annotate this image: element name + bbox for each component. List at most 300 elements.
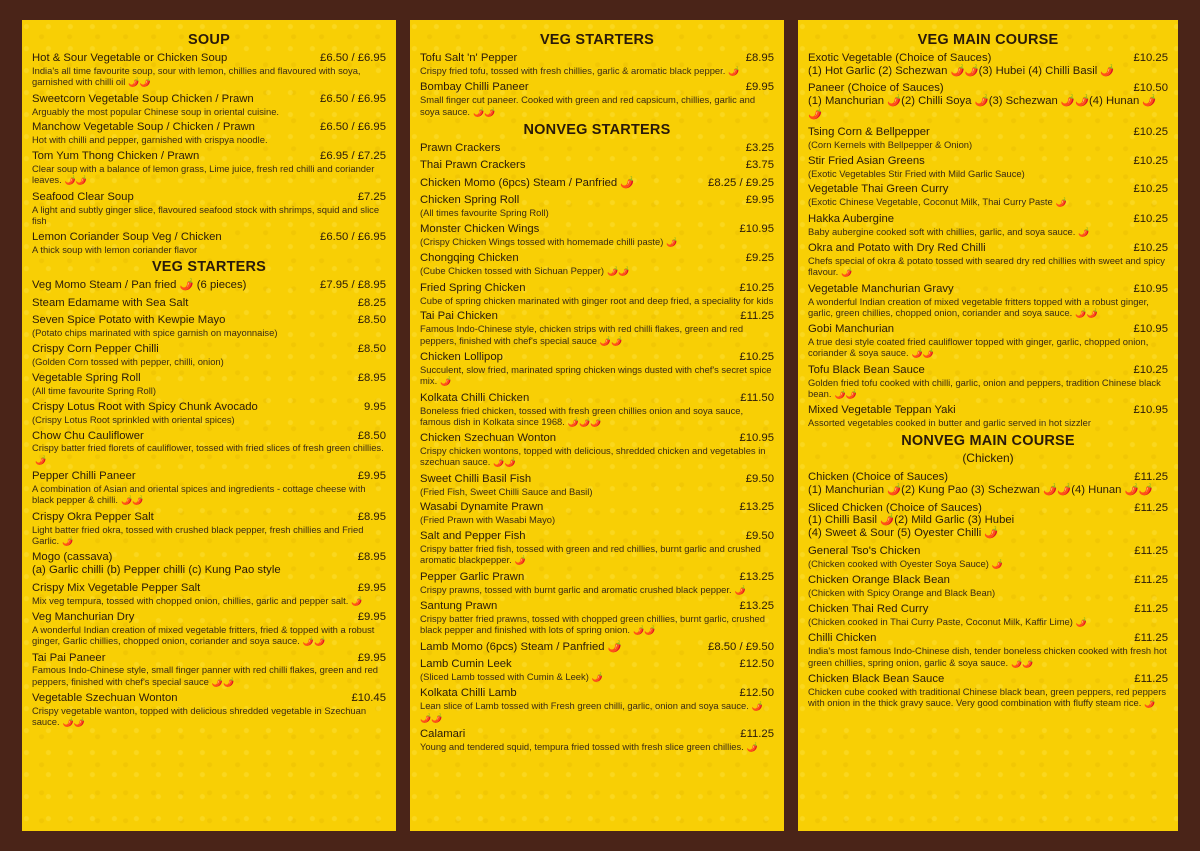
menu-item-name: Wasabi Dynamite Prawn: [420, 501, 544, 514]
menu-item-name: Crispy Okra Pepper Salt: [32, 510, 154, 523]
menu-item: [32, 652, 386, 688]
menu-item-price: £10.25: [739, 281, 774, 294]
menu-item-options: (1) Manchurian 🌶️(2) Kung Pao (3) Schezwan 🌶️🌶️(4) Hunan 🌶️🌶️: [808, 484, 1153, 497]
chilli-icon: 🌶️: [351, 595, 363, 606]
menu-item-description: [32, 595, 386, 607]
menu-item-description-text: (Chicken cooked with Oyester Soya Sauce): [808, 557, 989, 569]
menu-item-description: [420, 514, 774, 525]
menu-item-price: £11.25: [1134, 574, 1168, 587]
menu-item-description: [32, 442, 386, 465]
menu-item-price: £6.50 / £6.95: [320, 230, 386, 243]
menu-item-description: [808, 377, 1168, 400]
menu-item-name: Pepper Garlic Prawn: [420, 570, 525, 583]
menu-item-price: £10.95: [1133, 404, 1168, 417]
menu-item-name: Sweetcorn Vegetable Soup Chicken / Prawn: [32, 92, 254, 105]
menu-item-price: £8.50: [357, 429, 386, 442]
menu-item-price: £3.25: [745, 141, 774, 154]
menu-item-row: [808, 213, 1168, 226]
menu-item-price: £10.25: [1133, 242, 1168, 255]
menu-item-price: £8.95: [357, 551, 386, 564]
chilli-icon: 🌶️🌶️🌶️: [567, 416, 602, 427]
menu-item-description: [32, 624, 386, 647]
menu-item: [32, 551, 386, 577]
menu-item-name: Vegetable Spring Roll: [32, 371, 141, 384]
menu-item-price: £9.95: [357, 610, 386, 623]
chilli-icon: 🌶️: [1078, 226, 1090, 237]
menu-item-description-text: (Crispy Chicken Wings tossed with homemade chilli paste): [420, 236, 664, 248]
section-title: NONVEG MAIN COURSE: [901, 433, 1075, 450]
chilli-icon: 🌶️🌶️: [1011, 657, 1034, 668]
menu-item-price: £11.25: [740, 728, 774, 741]
menu-item: [420, 658, 774, 683]
menu-item-name: Crispy Mix Vegetable Pepper Salt: [32, 581, 201, 594]
menu-item: [808, 404, 1168, 428]
menu-item-row: [420, 641, 774, 654]
menu-item-description: [420, 236, 774, 248]
menu-item-row: [420, 687, 774, 700]
menu-item-description-text: Crispy batter fried prawns, tossed with chopped green chillies, burnt garlic, crushed black pepper and finished with lots of spring onion.: [420, 613, 765, 636]
menu-item-name: Calamari: [420, 728, 466, 741]
menu-item-row: [32, 511, 386, 524]
menu-item-row: [808, 545, 1168, 558]
menu-item-description: [32, 106, 386, 117]
menu-item: [808, 632, 1168, 668]
menu-item: [32, 93, 386, 117]
menu-item-description-text: Famous Indo-Chinese style, chicken strips with red chilli flakes, green and red peppers, finished with chef's special sauce: [420, 323, 744, 346]
menu-item-description-text: Crispy batter fried florets of cauliflower, tossed with fried slices of fresh green chillies.: [32, 442, 384, 454]
menu-item-row: [32, 314, 386, 327]
menu-item-price: £11.25: [1134, 471, 1168, 484]
menu-item: [420, 501, 774, 525]
menu-item-name: Exotic Vegetable (Choice of Sauces): [808, 52, 992, 64]
menu-item: [808, 183, 1168, 208]
menu-item: [420, 600, 774, 636]
menu-item-description: [32, 385, 386, 396]
menu-item-row: [808, 502, 1168, 515]
menu-item-price: £10.25: [1133, 125, 1168, 138]
menu-item-description: [32, 524, 386, 547]
menu-item-options: (1) Manchurian 🌶️(2) Chilli Soya 🌶️(3) Schezwan 🌶️🌶️(4) Hunan 🌶️🌶️: [808, 95, 1157, 121]
menu-column-3: [798, 20, 1178, 831]
menu-item-row: [808, 673, 1168, 686]
menu-item: [420, 142, 774, 155]
menu-item: [420, 52, 774, 77]
menu-item: [808, 52, 1168, 78]
menu-item-name: Steam Edamame with Sea Salt: [32, 296, 189, 309]
chilli-icon: 🌶️: [991, 558, 1004, 569]
chilli-icon: 🌶️: [591, 672, 604, 683]
menu-item-price: £7.95 / £8.95: [320, 279, 386, 292]
menu-item: [32, 52, 386, 88]
menu-item: [808, 323, 1168, 359]
menu-item-row: [808, 183, 1168, 196]
menu-item-description-text: A light and subtly ginger slice, flavoured seafood stock with shrimps, squid and slice fish: [32, 203, 380, 226]
menu-item-options: (4) Sweet & Sour (5) Oyester Chilli 🌶️: [808, 527, 999, 540]
menu-item-row: [420, 223, 774, 236]
menu-item-row: [32, 470, 386, 483]
menu-item-price: £8.50: [357, 314, 386, 327]
menu-item-price: £11.25: [1134, 544, 1168, 557]
menu-column-1: [22, 20, 396, 831]
menu-item-row: [808, 155, 1168, 168]
menu-item-description-text: Baby aubergine cooked soft with chillies, garlic, and soya sauce.: [808, 225, 1076, 237]
menu-item-description-text: Crispy chicken wontons, topped with delicious, shredded chicken and vegetables in szechuan sauce.: [420, 445, 766, 468]
menu-item-row: [32, 582, 386, 595]
chilli-icon: 🌶️🌶️: [911, 348, 934, 359]
chilli-icon: 🌶️: [728, 65, 740, 76]
menu-item-description: [808, 226, 1168, 238]
menu-item-price: £10.25: [739, 350, 774, 363]
chilli-icon: 🌶️: [746, 742, 759, 753]
menu-item-name: Mogo (cassava): [32, 551, 113, 564]
menu-item-description-text: (All time favourite Spring Roll): [32, 384, 156, 396]
menu-item: [32, 401, 386, 425]
menu-item-description: [420, 613, 774, 636]
menu-item: [808, 242, 1168, 278]
menu-item-price: £11.25: [1134, 632, 1168, 645]
menu-item: [808, 673, 1168, 709]
menu-item: [32, 343, 386, 367]
menu-item-name: Prawn Crackers: [420, 141, 501, 154]
menu-item-price: £8.95: [357, 371, 386, 384]
menu-item-price: £8.95: [745, 52, 774, 64]
menu-item-description: [808, 336, 1168, 359]
menu-item-name: Tai Pai Chicken: [420, 310, 498, 323]
menu-item-price: £10.45: [351, 692, 386, 705]
menu-item: [808, 471, 1168, 497]
menu-item-price: £10.50: [1133, 82, 1168, 95]
chilli-icon: 🌶️: [1055, 197, 1067, 208]
menu-item: [32, 121, 386, 145]
menu-item-description-text: Crispy fried tofu, tossed with fresh chillies, garlic & aromatic black pepper.: [420, 64, 726, 76]
menu-item-row: [32, 93, 386, 106]
menu-item-description-text: (Fried Fish, Sweet Chilli Sauce and Basil): [420, 485, 593, 497]
menu-item-description: [420, 265, 774, 277]
menu-item-description: [32, 356, 386, 367]
menu-item-description: [420, 207, 774, 218]
menu-item-description-text: A true desi style coated fried cauliflower topped with ginger, garlic, chopped onion, coriander & soya sauce.: [808, 336, 1149, 359]
menu-item-description: [420, 405, 774, 428]
menu-item-name: Fried Spring Chicken: [420, 281, 526, 294]
menu-item: [420, 473, 774, 497]
menu-item-row: [32, 611, 386, 624]
menu-item-name: Crispy Lotus Root with Spicy Chunk Avocado: [32, 400, 258, 413]
menu-item: [420, 641, 774, 654]
menu-item-name: Seafood Clear Soup: [32, 190, 134, 203]
menu-item-description-text: (Potato chips marinated with spice garnish on mayonnaise): [32, 327, 278, 339]
menu-item-description-text: Young and tendered squid, tempura fried tossed with fresh slice green chillies.: [420, 741, 744, 753]
menu-item-description: [420, 445, 774, 468]
menu-item-name: Lamb Cumin Leek: [420, 658, 512, 671]
menu-item-price: £9.95: [745, 81, 774, 94]
menu-item-price: £10.25: [1133, 212, 1168, 225]
menu-item-description-text: Crispy prawns, tossed with burnt garlic and aromatic crushed black pepper.: [420, 583, 732, 595]
menu-item-row: [420, 658, 774, 671]
menu-item: [32, 692, 386, 728]
section-title: VEG STARTERS: [539, 32, 655, 48]
menu-item-row: [420, 81, 774, 94]
menu-item: [420, 432, 774, 468]
menu-item: [420, 159, 774, 172]
menu-item-options: (1) Hot Garlic (2) Schezwan 🌶️🌶️(3) Hubei (4) Chilli Basil 🌶️: [808, 64, 1115, 77]
menu-item-row: [32, 150, 386, 163]
menu-item-row: [32, 401, 386, 414]
menu-item-name: Hot & Sour Vegetable or Chicken Soup: [32, 52, 228, 64]
menu-item-description-text: (Sliced Lamb tossed with Cumin & Leek): [420, 671, 589, 683]
menu-item-price: £8.25 / £9.25: [708, 176, 774, 189]
menu-item-price: £11.50: [740, 391, 774, 404]
menu-item-description: [808, 196, 1168, 208]
menu-item-name: Bombay Chilli Paneer: [420, 81, 529, 94]
menu-item-description: [32, 244, 386, 255]
menu-item: [32, 314, 386, 338]
menu-item-price: 9.95: [364, 400, 386, 413]
menu-item: [32, 150, 386, 186]
menu-item-price: £12.50: [739, 658, 774, 671]
menu-item-name: Chow Chu Cauliflower: [32, 429, 144, 442]
menu-item-description-text: Light batter fried okra, tossed with crushed black pepper, fresh chillies and Fried Garlic.: [32, 523, 364, 546]
menu-item-description: [420, 700, 774, 724]
menu-item-description: [32, 65, 386, 88]
menu-item-row: [420, 728, 774, 741]
chilli-icon: 🌶️🌶️: [606, 266, 630, 277]
menu-item-price: £9.95: [357, 470, 386, 483]
menu-item: [420, 252, 774, 277]
menu-item: [420, 351, 774, 387]
menu-item-description-text: (Crispy Lotus Root sprinkled with oriental spices): [32, 413, 235, 425]
menu-item-row: [808, 52, 1168, 65]
menu-item-description-text: (Chicken with Spicy Orange and Black Bean): [808, 587, 996, 599]
chilli-icon: 🌶️: [35, 454, 47, 465]
menu-item-name: Sweet Chilli Basil Fish: [420, 472, 532, 485]
menu-item-price: £13.25: [739, 501, 774, 514]
menu-item-price: £6.50 / £6.95: [320, 92, 386, 105]
menu-item-description: [420, 94, 774, 117]
menu-item-description: [32, 705, 386, 728]
menu-item-row: [32, 551, 386, 564]
menu-item-row: [420, 600, 774, 613]
menu-item-price: £9.50: [745, 472, 774, 485]
menu-item-description: [808, 296, 1168, 319]
menu-item-price: £11.25: [1134, 501, 1168, 514]
menu-item-name: Gobi Manchurian: [808, 323, 895, 336]
chilli-icon: 🌶️: [666, 237, 678, 248]
menu-item: [808, 126, 1168, 150]
menu-item: [32, 582, 386, 607]
menu-item-name: Crispy Corn Pepper Chilli: [32, 343, 159, 356]
menu-item-description: [808, 139, 1168, 150]
menu-item-name: Veg Manchurian Dry: [32, 610, 135, 623]
menu-item-description: [420, 543, 774, 566]
menu-item-description-text: Arguably the most popular Chinese soup in oriental cuisine.: [32, 105, 280, 117]
menu-item-price: £12.50: [739, 687, 774, 700]
menu-item-price: £13.25: [739, 570, 774, 583]
menu-item-description: [32, 163, 386, 186]
menu-item-name: Mixed Vegetable Teppan Yaki: [808, 404, 956, 417]
menu-item-description-text: Mix veg tempura, tossed with chopped onion, chillies, garlic and pepper salt.: [32, 594, 349, 606]
menu-item-price: £10.25: [1133, 183, 1168, 196]
menu-item-row: [420, 571, 774, 584]
menu-item-name: Lamb Momo (6pcs) Steam / Panfried 🌶️: [420, 640, 622, 653]
chilli-icon: 🌶️: [514, 555, 526, 566]
menu-item: [420, 687, 774, 724]
menu-item-description-text: Boneless fried chicken, tossed with fresh green chillies onion and soya sauce, famous dish in Kolkata since 1968.: [420, 404, 744, 427]
menu-item-options: (a) Garlic chilli (b) Pepper chilli (c) Kung Pao style: [32, 564, 281, 577]
menu-item: [32, 297, 386, 310]
menu-item-row: [420, 159, 774, 172]
menu-item-name: Chicken Szechuan Wonton: [420, 432, 557, 445]
menu-item-description: [808, 168, 1168, 179]
menu-item-name: Manchow Vegetable Soup / Chicken / Prawn: [32, 121, 255, 134]
menu-item-description-text: (Chicken cooked in Thai Curry Paste, Coconut Milk, Kaffir Lime): [808, 615, 1073, 627]
chilli-icon: 🌶️🌶️🌶️: [420, 701, 764, 724]
menu-item-description-text: Chefs special of okra & potato tossed with seared dry red chillies with sweet and spicy flavour.: [808, 255, 1165, 278]
menu-item-description-text: Crispy batter fried fish, tossed with green and red chillies, burnt garlic and crushed aromatic blackpepper.: [420, 543, 761, 566]
chilli-icon: 🌶️🌶️: [302, 636, 326, 647]
menu-item-name: Tofu Black Bean Sauce: [808, 363, 925, 376]
menu-item-row: [420, 282, 774, 295]
menu-item-row: [420, 473, 774, 486]
menu-item-name: Chicken Black Bean Sauce: [808, 672, 945, 685]
menu-item-row: [420, 177, 774, 190]
menu-item-description-text: (Exotic Chinese Vegetable, Coconut Milk, Thai Curry Paste: [808, 196, 1053, 208]
menu-item-row: [32, 279, 386, 292]
menu-item-price: £10.95: [739, 432, 774, 445]
menu-item-row: [808, 283, 1168, 296]
menu-item-row: [32, 52, 386, 65]
menu-item-description-text: Clear soup with a balance of lemon grass, Lime juice, fresh red chilli and coriander leaves.: [32, 163, 375, 186]
menu-item-name: Veg Momo Steam / Pan fried 🌶️ (6 pieces): [32, 279, 247, 292]
menu-item-row: [420, 530, 774, 543]
menu-item-description-text: Golden fried tofu cooked with chilli, garlic, onion and peppers, tradition Chinese black bean.: [808, 376, 1161, 399]
menu-item-row: [32, 652, 386, 665]
menu-item-name: Salt and Pepper Fish: [420, 530, 526, 543]
menu-item-price: £10.25: [1133, 52, 1168, 64]
menu-item: [808, 82, 1168, 121]
chilli-icon: 🌶️: [62, 535, 74, 546]
menu-item-description-text: Assorted vegetables cooked in butter and garlic served in hot sizzler: [808, 417, 1091, 429]
menu-item-description-text: (All times favourite Spring Roll): [420, 207, 549, 219]
menu-item-description-text: India's all time favourite soup, sour with lemon, chillies and flavoured with soya, garnished with chilli oil: [32, 64, 361, 88]
menu-item-description: [808, 616, 1168, 628]
menu-item-description-text: (Fried Prawn with Wasabi Mayo): [420, 514, 556, 526]
chilli-icon: 🌶️🌶️: [62, 717, 86, 728]
menu-item-row: [808, 82, 1168, 95]
menu-item-price: £8.50 / £9.50: [708, 640, 774, 653]
menu-item-description: [420, 65, 774, 77]
menu-item-row: [420, 52, 774, 65]
menu-item: [420, 223, 774, 248]
menu-item-name: Vegetable Manchurian Gravy: [808, 282, 954, 295]
menu-item: [32, 231, 386, 255]
section-title: VEG MAIN COURSE: [917, 32, 1059, 48]
chilli-icon: 🌶️🌶️: [599, 335, 623, 346]
menu-item-description: [808, 558, 1168, 570]
menu-item-description: [808, 686, 1168, 709]
menu-item: [808, 603, 1168, 628]
menu-item-price: £11.25: [740, 310, 774, 323]
menu-item-description: [808, 417, 1168, 428]
menu-item-row: [808, 126, 1168, 139]
chilli-icon: 🌶️: [440, 376, 452, 387]
menu-item-name: Thai Prawn Crackers: [420, 159, 526, 172]
menu-item-row: [808, 242, 1168, 255]
menu-item-description-text: Chicken cube cooked with traditional Chinese black bean, green peppers, red peppers with onion in the thick gravy sauce. Very good combination with fluffy steam rice.: [808, 685, 1167, 709]
menu-item-row: [32, 191, 386, 204]
menu-item: [808, 364, 1168, 400]
menu-item: [420, 194, 774, 218]
menu-item-price: £11.25: [1134, 672, 1168, 685]
menu-item-price: £10.95: [739, 223, 774, 236]
menu-item-description-text: (Golden Corn tossed with pepper, chilli, onion): [32, 356, 224, 368]
menu-item: [32, 511, 386, 547]
menu-item-description: [32, 327, 386, 338]
menu-item-price: £10.95: [1133, 323, 1168, 336]
menu-item: [32, 611, 386, 647]
menu-item-name: Seven Spice Potato with Kewpie Mayo: [32, 314, 226, 327]
menu-item-name: General Tso's Chicken: [808, 544, 921, 557]
menu-item-description: [420, 364, 774, 387]
menu-item-row: [420, 351, 774, 364]
menu-item-price: £9.95: [357, 651, 386, 664]
menu-item-price: £8.25: [357, 296, 386, 309]
menu-item-row: [420, 252, 774, 265]
menu-item: [420, 81, 774, 117]
menu-item-name: Chicken Thai Red Curry: [808, 603, 929, 615]
menu-item: [808, 574, 1168, 598]
menu-item-name: Stir Fried Asian Greens: [808, 154, 925, 167]
menu-item: [32, 470, 386, 506]
menu-item: [808, 502, 1168, 541]
menu-item-name: Chicken Momo (6pcs) Steam / Panfried 🌶️: [420, 176, 635, 189]
menu-item-price: £10.95: [1133, 282, 1168, 295]
menu-item: [420, 310, 774, 346]
menu-item-description: [32, 414, 386, 425]
chilli-icon: 🌶️🌶️: [120, 495, 144, 506]
menu-item-name: Tom Yum Thong Chicken / Prawn: [32, 150, 200, 163]
menu-item-row: [32, 430, 386, 443]
menu-item-row: [32, 692, 386, 705]
menu-item-name: Chicken Spring Roll: [420, 194, 520, 207]
menu-item-description-text: A combination of Asian and oriental spices and ingredients - cottage cheese with black pepper & chilli.: [32, 483, 366, 506]
menu-item-description-text: Famous Indo-Chinese style, small finger panner with red chilli flakes, green and red peppers, finished with chef's special sauce: [32, 664, 379, 687]
menu-item-row: [808, 471, 1168, 484]
menu-item-price: £10.25: [1133, 363, 1168, 376]
menu-item-row: [32, 297, 386, 310]
menu-item-name: Pepper Chilli Paneer: [32, 470, 136, 483]
menu-item-row: [420, 392, 774, 405]
chilli-icon: 🌶️: [1144, 698, 1156, 709]
menu-item-name: Tofu Salt 'n' Pepper: [420, 52, 518, 64]
menu-item-name: Chicken (Choice of Sauces): [808, 471, 949, 484]
chilli-icon: 🌶️🌶️: [211, 676, 235, 687]
menu-item: [420, 571, 774, 596]
menu-item-row: [32, 372, 386, 385]
menu-item: [808, 213, 1168, 238]
menu-item-price: £9.50: [745, 530, 774, 543]
menu-item-row: [420, 194, 774, 207]
menu-item-name: Lemon Coriander Soup Veg / Chicken: [32, 230, 222, 243]
menu-item-description-text: (Corn Kernels with Bellpepper & Onion): [808, 138, 973, 150]
menu-item-name: Chongqing Chicken: [420, 252, 519, 265]
menu-item-description: [420, 741, 774, 753]
chilli-icon: 🌶️🌶️: [1075, 307, 1098, 318]
menu-item-price: £6.50 / £6.95: [320, 121, 386, 134]
menu-item-description-text: A wonderful Indian creation of mixed vegetable fritters, fried & topped with a robust ginger, Garlic chillies, chopped onion, coriander and soya sauce.: [32, 623, 375, 647]
menu-item: [420, 530, 774, 566]
chilli-icon: 🌶️🌶️: [473, 106, 496, 117]
menu-item-row: [420, 142, 774, 155]
